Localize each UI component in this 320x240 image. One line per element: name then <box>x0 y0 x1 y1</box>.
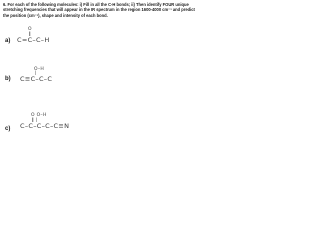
molecule-b-single-bond-mark: | <box>35 71 37 76</box>
molecule-b-label: b) <box>5 76 11 82</box>
molecule-c-substituents: O O–H <box>31 113 47 118</box>
molecule-b-hydroxyl: O–H <box>34 67 45 72</box>
molecule-c-label: c) <box>5 126 11 132</box>
molecule-a-label: a) <box>5 38 11 44</box>
molecule-c-bond-marks: ‖ | <box>31 117 38 123</box>
molecule-a-double-bond-mark: ‖ <box>28 31 32 37</box>
question-text: 6. For each of the following molecules: i) Fill in all the C-H bonds; ii) Then identify FOUR unique stretching frequencies that will appear in the IR spectrum in the region 1600-4000 cm⁻¹ and predict the position (cm⁻¹), shape and intensity of each bond. <box>3 2 195 18</box>
molecule-a-carbonyl-oxygen: O <box>28 27 32 32</box>
molecule-c-formula: C–C–C–C–C≡N <box>20 122 70 130</box>
molecule-b-formula: C≡C–C–C <box>20 75 53 83</box>
molecule-a-formula: C=C–C–H <box>17 36 50 44</box>
